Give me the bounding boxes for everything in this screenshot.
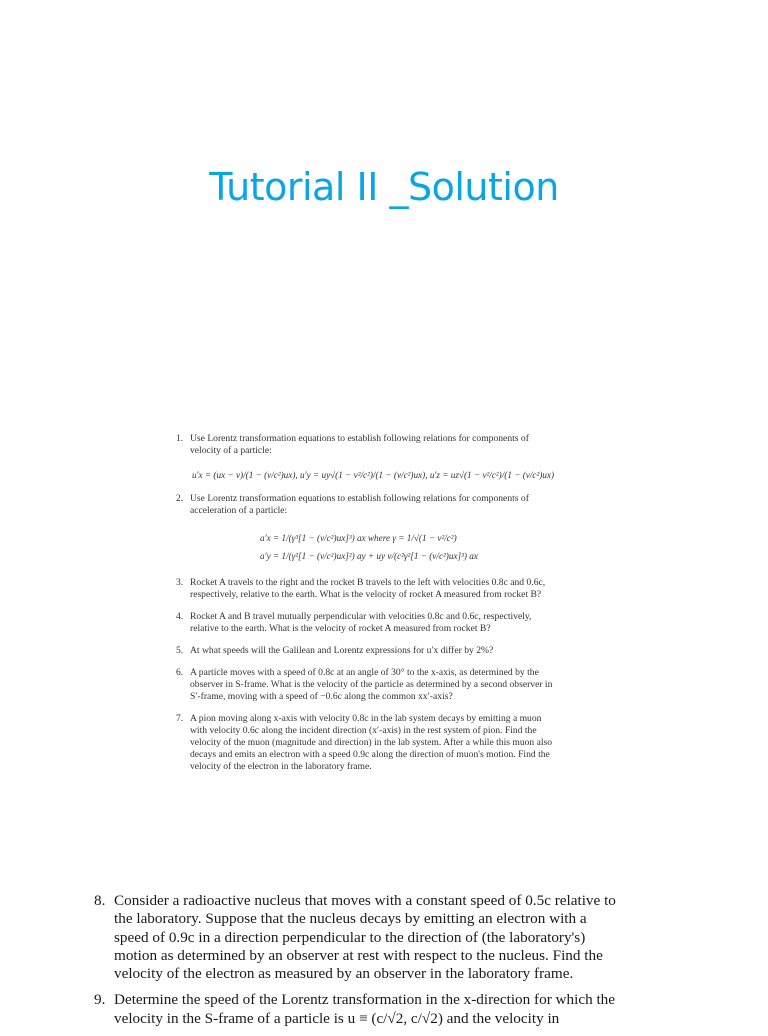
- question-9: [94, 991, 624, 1028]
- question-6: [176, 667, 556, 703]
- question-7: [176, 713, 556, 773]
- question-text: Rocket A and B travel mutually perpendicular with velocities 0.8c and 0.6c, respectively, relative to the earth. What is the velocity of rocket A measured from rocket B?: [190, 611, 532, 634]
- question-number: 6.: [176, 667, 184, 678]
- tutorial-questions-large: [94, 892, 624, 1036]
- question-text: Determine the speed of the Lorentz transformation in the x-direction for which the velocity in the S-frame of a particle is u ≡ (c/√2, c/√2) and the velocity in: [114, 991, 616, 1027]
- acceleration-transform-equations: [190, 529, 556, 565]
- question-2: [176, 493, 556, 565]
- question-number: 2.: [176, 493, 184, 504]
- tutorial-questions-scan: [176, 433, 556, 783]
- question-text: Rocket A travels to the right and the rocket B travels to the left with velocities 0.8c and 0.6c, respectively, relative to the earth. What is the velocity of rocket A measured from rocket B?: [190, 577, 546, 600]
- question-text: At what speeds will the Galilean and Lorentz expressions for u′x differ by 2%?: [190, 645, 494, 656]
- question-number: 8.: [94, 892, 106, 909]
- question-text: Consider a radioactive nucleus that moves with a constant speed of 0.5c relative to the laboratory. Suppose that the nucleus decays by emitting an electron with a speed of 0.9c in a direction perpendicular to the direction of (the laboratory's) motion as determined by an observer at rest with respect to the nucleus. Find the velocity of the electron as measured by an observer in the laboratory frame.: [114, 892, 616, 983]
- question-text: Use Lorentz transformation equations to establish following relations for components of velocity of a particle:: [190, 433, 529, 456]
- question-number: 7.: [176, 713, 184, 724]
- question-number: 1.: [176, 433, 184, 444]
- question-number: 5.: [176, 645, 184, 656]
- acceleration-equation-y: a′y = 1/(γ²[1 − (v/c²)ux]²) ay + uy v/(c²γ²[1 − (v/c²)ux]³) ax: [260, 551, 478, 561]
- question-number: 3.: [176, 577, 184, 588]
- slide-title: Tutorial II _Solution: [209, 165, 559, 209]
- question-text: Use Lorentz transformation equations to establish following relations for components of acceleration of a particle:: [190, 493, 529, 516]
- question-text: A particle moves with a speed of 0.8c at an angle of 30° to the x-axis, as determined by the observer in S-frame. What is the velocity of the particle as determined by a second observer in S′-frame, moving with a speed of −0.6c along the common xx′-axis?: [190, 667, 553, 702]
- acceleration-equation-x: a′x = 1/(γ³[1 − (v/c²)ux]³) ax where γ = 1/√(1 − v²/c²): [260, 533, 457, 543]
- question-number: 4.: [176, 611, 184, 622]
- question-3: [176, 577, 556, 601]
- question-number: 9.: [94, 991, 106, 1009]
- question-text: A pion moving along x-axis with velocity 0.8c in the lab system decays by emitting a muon with velocity 0.6c along the incident direction (x′-axis) in the rest system of pion. Find the velocity of the muon (magnitude and direction) in the lab system. After a while this muon also decays and emits an electron with a speed 0.9c along the direction of muon's motion. Find the velocity of the electron in the laboratory frame.: [190, 713, 553, 772]
- velocity-transform-equation: u′x = (ux − v)/(1 − (v/c²)ux), u′y = uy√(1 − v²/c²)/(1 − (v/c²)ux), u′z = uz√(1 − v²/c²)/(1 − (v/c²)ux): [191, 470, 555, 480]
- question-1: [176, 433, 556, 481]
- question-4: [176, 611, 556, 635]
- question-5: [176, 645, 556, 657]
- question-8: [94, 892, 624, 983]
